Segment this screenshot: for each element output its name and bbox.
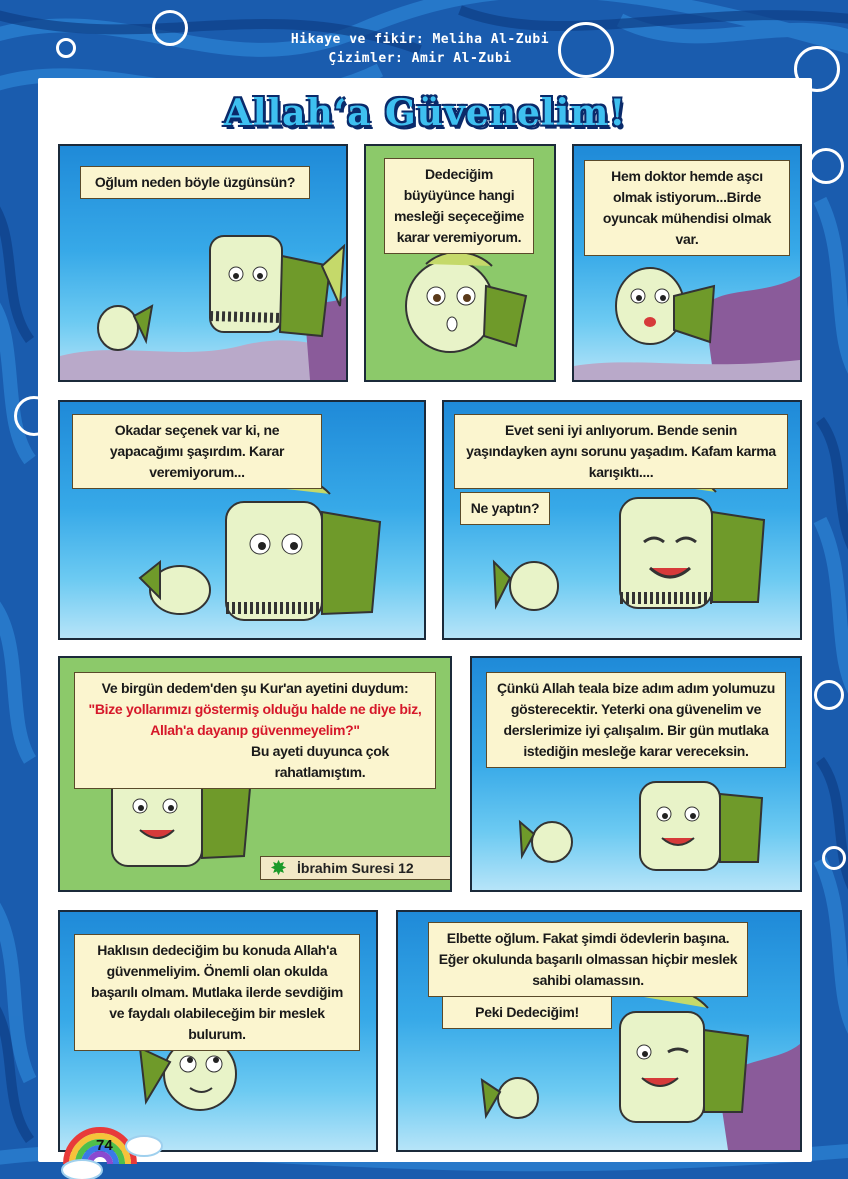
bubble-ring [808,148,844,184]
verse-reference [260,856,452,880]
story-credit: Hikaye ve fikir: Meliha Al-Zubi [290,32,550,47]
comic-panel-4 [58,400,426,640]
verse-intro: Ve birgün dedem'den şu Kur'an ayetini duydum: [101,680,409,696]
comic-panel-1 [58,144,348,382]
bubble-ring [56,38,76,58]
star-icon: ✸ [271,858,287,878]
speech-bubble: Ne yaptın? [460,492,550,525]
bubble-ring [822,846,846,870]
speech-bubble: Dedeciğim büyüyünce hangi mesleği seçeceğime karar veremiyorum. [384,158,534,254]
speech-bubble: Elbette oğlum. Fakat şimdi ödevlerin başına. Eğer okulunda başarılı olmassan hiçbir meslek sahibi olamassın. [428,922,748,997]
page-number: 74 [96,1137,113,1154]
credits [250,30,590,68]
bubble-ring [814,680,844,710]
speech-bubble: Haklısın dedeciğim bu konuda Allah'a güvenmeliyim. Önemli olan okulda başarılı olmam. Mutlaka ilerde sevdiğim ve faydalı olabileceğim bir meslek bulurum. [74,934,360,1051]
speech-bubble: Çünkü Allah teala bize adım adım yolumuzu gösterecektir. Yeterki ona güvenelim ve derslerimize iyi çalışalım. Bir gün mutlaka istediğin mesleğe karar vereceksin. [486,672,786,768]
verse-after: Bu ayeti duyunca çok rahatlamıştım. [251,743,389,780]
speech-bubble: Okadar seçenek var ki, ne yapacağımı şaşırdım. Karar veremiyorum... [72,414,322,489]
comic-panel-6 [58,656,452,892]
speech-bubble: Oğlum neden böyle üzgünsün? [80,166,310,199]
reference-label: İbrahim Suresi 12 [297,860,414,876]
verse-quote: "Bize yollarımızı göstermiş olduğu halde ne diye biz, Allah'a dayanıp güvenmeyelim?" [88,701,422,738]
page-title: Allah‘a Güvenelim! [223,92,627,134]
verse-bubble [74,672,436,789]
comic-panel-9 [396,910,802,1152]
bubble-ring [152,10,188,46]
rainbow-cloud-icon [60,1104,170,1179]
art-credit: Çizimler: Amir Al-Zubi [328,51,512,66]
comic-page [38,78,812,1162]
comic-panel-2 [364,144,556,382]
speech-bubble: Peki Dedeciğim! [442,996,612,1029]
speech-bubble: Hem doktor hemde aşcı olmak istiyorum...Birde oyuncak mühendisi olmak var. [584,160,790,256]
comic-panel-5 [442,400,802,640]
comic-panel-3 [572,144,802,382]
comic-panel-7 [470,656,802,892]
speech-bubble: Evet seni iyi anlıyorum. Bende senin yaşındayken aynı sorunu yaşadım. Kafam karma karışıktı.... [454,414,788,489]
